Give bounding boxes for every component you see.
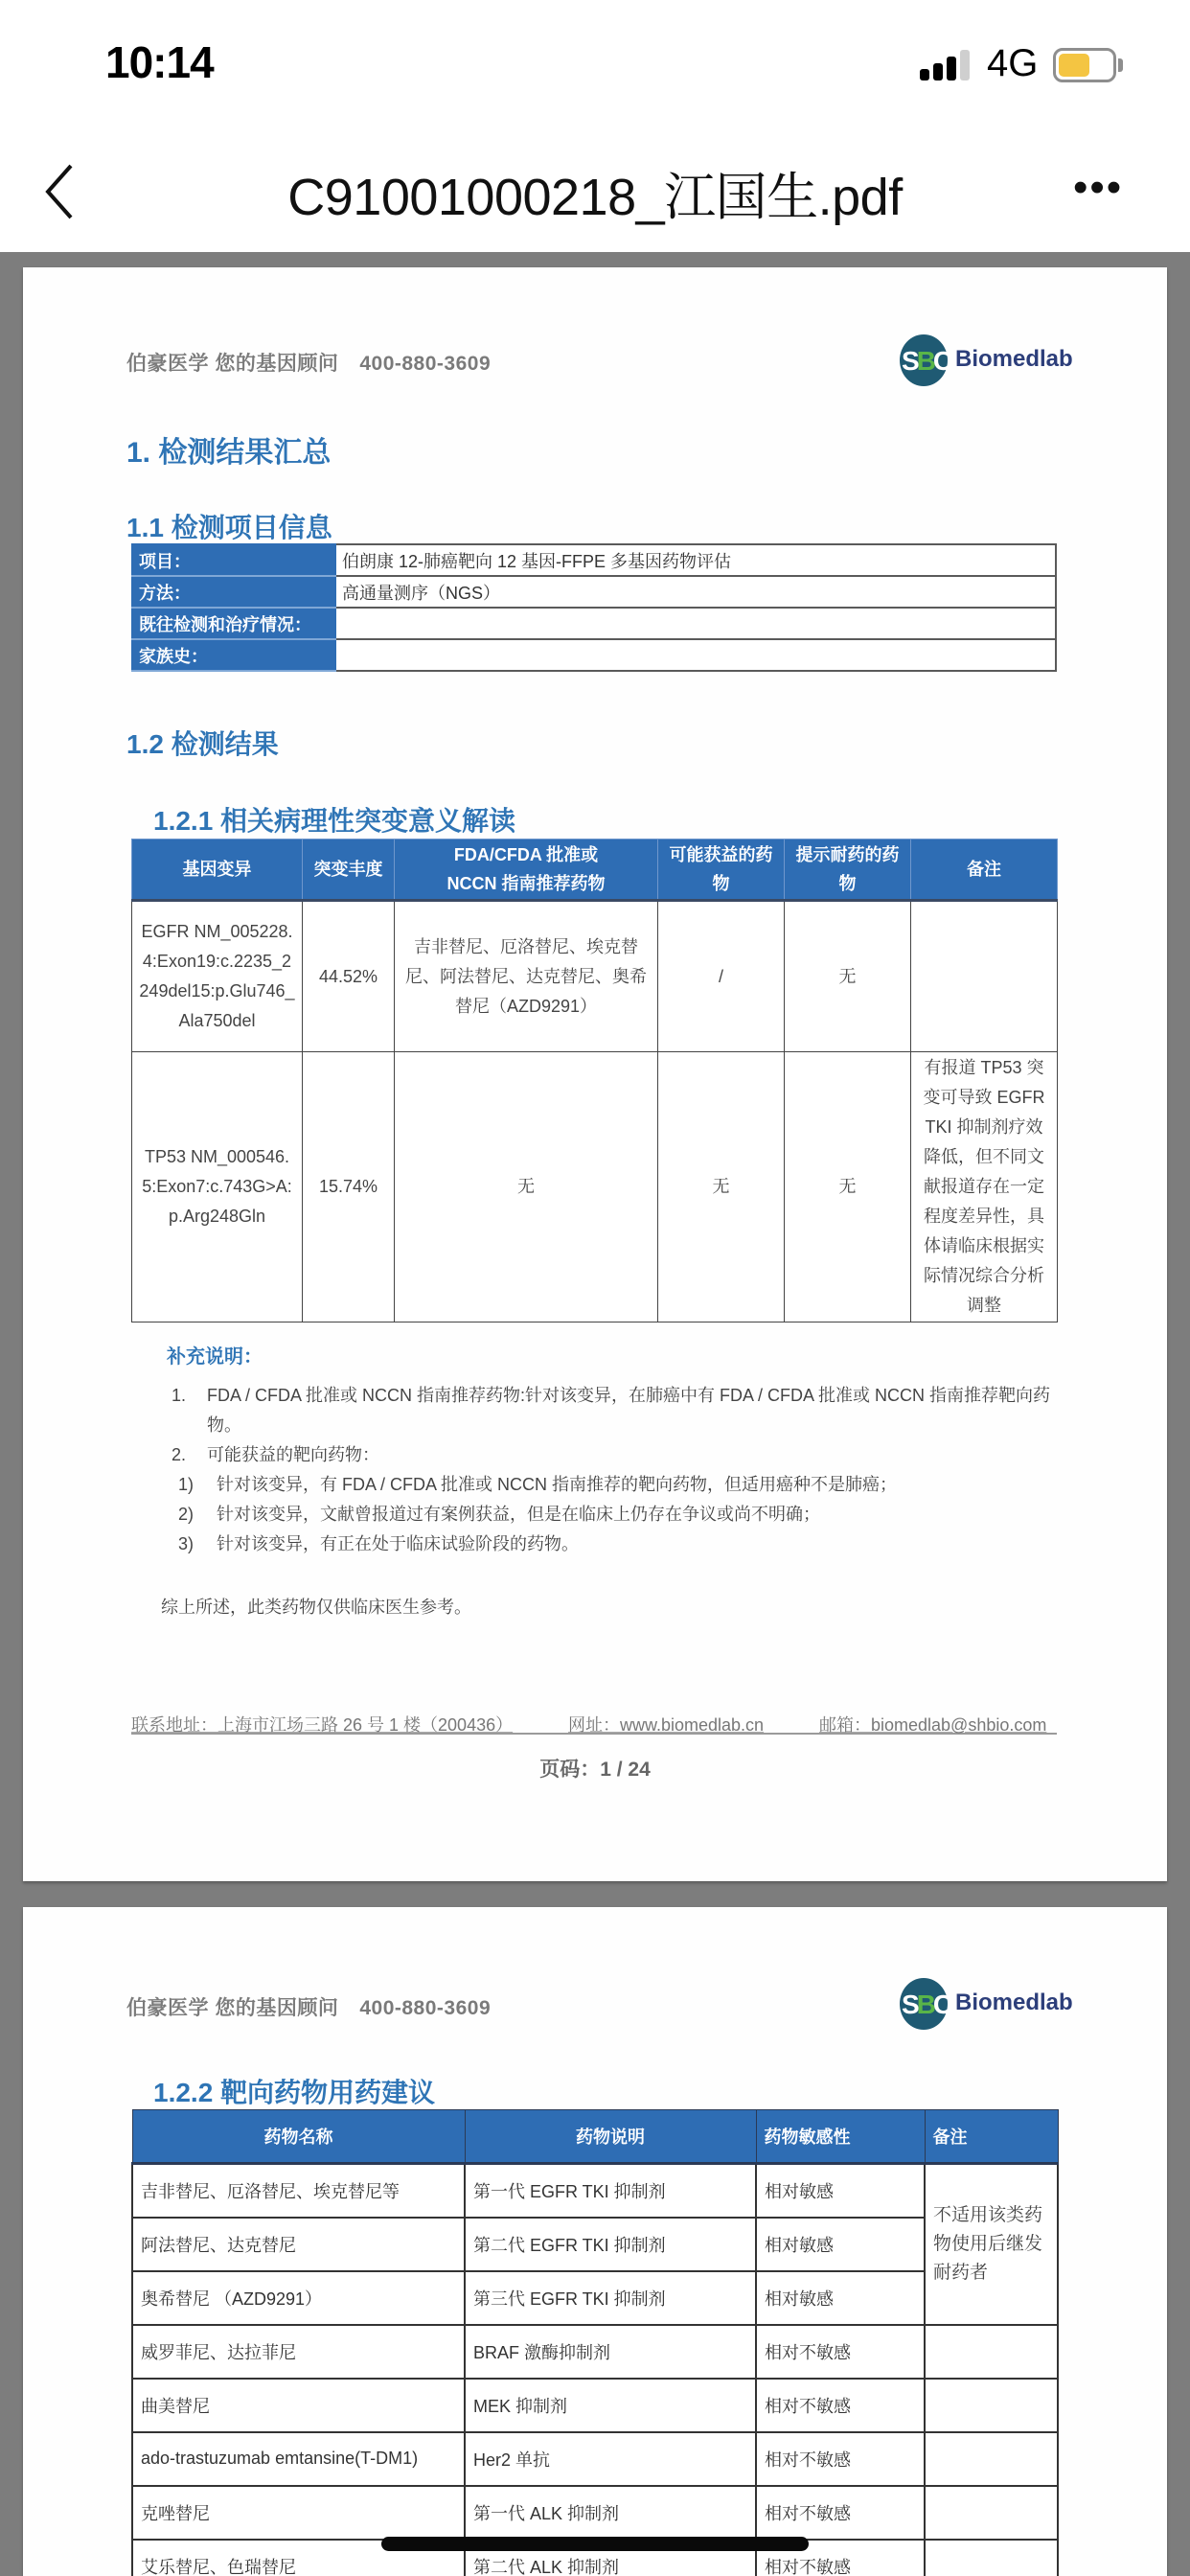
table-row xyxy=(132,2164,1058,2218)
column-header: 药物名称 xyxy=(132,2110,465,2164)
table-row xyxy=(132,901,1058,1052)
note-subnumber: 1) xyxy=(178,1475,195,1494)
info-label: 项目： xyxy=(132,544,335,576)
drug-description: 第二代 EGFR TKI 抑制剂 xyxy=(465,2218,756,2271)
drug-description: Her2 单抗 xyxy=(465,2432,756,2486)
navigation-bar xyxy=(0,129,1190,252)
note-text: 针对该变异，有 FDA / CFDA 批准或 NCCN 指南推荐的靶向药物，但适用癌种不是肺癌； xyxy=(217,1475,898,1494)
battery-level xyxy=(1059,54,1089,77)
notes-summary: 综上所述，此类药物仅供临床医生参考。 xyxy=(161,1598,471,1617)
column-header: 可能获益的药物 xyxy=(658,840,785,901)
page-header xyxy=(126,1992,491,2021)
table-row xyxy=(132,2379,1058,2432)
drug-sensitivity: 相对不敏感 xyxy=(756,2325,925,2379)
info-label: 方法： xyxy=(132,576,335,608)
drug-name: 吉非替尼、厄洛替尼、埃克替尼等 xyxy=(132,2164,465,2218)
info-value: 高通量测序（NGS） xyxy=(335,576,1056,608)
abundance: 15.74% xyxy=(303,1052,395,1322)
table-row xyxy=(132,1052,1058,1322)
logo-text: Biomedlab xyxy=(955,346,1073,372)
info-value xyxy=(335,639,1056,671)
column-header: 基因变异 xyxy=(132,840,303,901)
table-row xyxy=(132,2325,1058,2379)
battery-tip xyxy=(1118,58,1123,72)
table-row xyxy=(132,608,1056,639)
drug-remark: 不适用该类药物使用后继发耐药者 xyxy=(925,2164,1058,2325)
note-subnumber: 2) xyxy=(178,1505,195,1524)
section-heading-1: 1. 检测结果汇总 xyxy=(126,437,332,469)
drug-name: 克唑替尼 xyxy=(132,2486,465,2540)
drug-name: 威罗菲尼、达拉菲尼 xyxy=(132,2325,465,2379)
note-text-continued: 物。 xyxy=(207,1415,241,1435)
footer-email[interactable]: 邮箱：biomedlab@shbio.com xyxy=(819,1715,1047,1735)
table-row xyxy=(132,2432,1058,2486)
approved-drugs: 吉非替尼、厄洛替尼、埃克替尼、阿法替尼、达克替尼、奥希替尼（AZD9291） xyxy=(395,901,658,1052)
drug-description: 第二代 ALK 抑制剂 xyxy=(465,2540,756,2576)
gene-variant: TP53 NM_000546.5:Exon7:c.743G>A:p.Arg248Gln xyxy=(132,1052,303,1322)
drug-sensitivity: 相对不敏感 xyxy=(756,2432,925,2486)
section-heading-1-2-2: 1.2.2 靶向药物用药建议 xyxy=(153,2078,436,2107)
notes-title: 补充说明： xyxy=(167,1346,263,1368)
page-footer xyxy=(131,1715,1057,1735)
table-row xyxy=(132,576,1056,608)
drug-sensitivity: 相对敏感 xyxy=(756,2218,925,2271)
logo-mark: SBC xyxy=(902,1990,950,2019)
drug-remark xyxy=(925,2379,1058,2432)
drug-name: 奥希替尼 （AZD9291） xyxy=(132,2271,465,2325)
section-heading-1-1: 1.1 检测项目信息 xyxy=(126,513,332,542)
note-subnumber: 3) xyxy=(178,1534,195,1553)
pdf-page-1 xyxy=(23,267,1167,1881)
drug-name: 阿法替尼、达克替尼 xyxy=(132,2218,465,2271)
drug-sensitivity: 相对不敏感 xyxy=(756,2486,925,2540)
possible-benefit-drugs: 无 xyxy=(658,1052,785,1322)
remark xyxy=(911,901,1058,1052)
page-header xyxy=(126,348,491,377)
header-phone: 400-880-3609 xyxy=(359,353,492,375)
logo-mark: SBC xyxy=(902,346,950,376)
status-bar xyxy=(0,0,1190,129)
column-header: 备注 xyxy=(911,840,1058,901)
ellipsis-icon: ••• xyxy=(1073,164,1124,211)
note-text: 可能获益的靶向药物： xyxy=(207,1445,379,1464)
column-header: 提示耐药的药物 xyxy=(785,840,911,901)
document-title: C91001000218_江国生.pdf xyxy=(287,169,903,226)
approved-drugs: 无 xyxy=(395,1052,658,1322)
more-options-button[interactable] xyxy=(1073,164,1140,211)
drug-recommendation-table xyxy=(131,2109,1059,2576)
column-header: 药物敏感性 xyxy=(756,2110,925,2164)
drug-description: 第一代 EGFR TKI 抑制剂 xyxy=(465,2164,756,2218)
note-text: 针对该变异，文献曾报道过有案例获益，但是在临床上仍存在争议或尚不明确； xyxy=(217,1505,820,1524)
project-info-table xyxy=(131,543,1057,672)
drug-description: 第三代 EGFR TKI 抑制剂 xyxy=(465,2271,756,2325)
drug-description: BRAF 激酶抑制剂 xyxy=(465,2325,756,2379)
column-header: FDA/CFDA 批准或 NCCN 指南推荐药物 xyxy=(395,840,658,901)
mutation-table xyxy=(131,839,1058,1322)
drug-name: 曲美替尼 xyxy=(132,2379,465,2432)
header-phone: 400-880-3609 xyxy=(359,1997,492,2019)
info-value xyxy=(335,608,1056,639)
status-time: 10:14 xyxy=(105,37,214,87)
header-company: 伯豪医学 您的基因顾问 xyxy=(126,1997,339,2019)
drug-description: 第一代 ALK 抑制剂 xyxy=(465,2486,756,2540)
drug-name: 艾乐替尼、色瑞替尼 xyxy=(132,2540,465,2576)
info-label: 既往检测和治疗情况： xyxy=(132,608,335,639)
page-number: 页码：1 / 24 xyxy=(539,1759,651,1781)
drug-remark xyxy=(925,2432,1058,2486)
drug-sensitivity: 相对敏感 xyxy=(756,2164,925,2218)
table-header-row xyxy=(132,2110,1058,2164)
pdf-viewer[interactable] xyxy=(0,252,1190,2576)
note-text: FDA / CFDA 批准或 NCCN 指南推荐药物:针对该变异，在肺癌中有 FDA / CFDA 批准或 NCCN 指南推荐靶向药 xyxy=(207,1386,1051,1405)
table-row xyxy=(132,2486,1058,2540)
header-company: 伯豪医学 您的基因顾问 xyxy=(126,353,339,375)
resistance-drugs: 无 xyxy=(785,901,911,1052)
table-row xyxy=(132,2218,1058,2271)
drug-name: ado-trastuzumab emtansine(T-DM1) xyxy=(132,2432,465,2486)
drug-remark xyxy=(925,2325,1058,2379)
abundance: 44.52% xyxy=(303,901,395,1052)
cellular-signal-icon xyxy=(920,50,973,80)
table-header-row xyxy=(132,840,1058,901)
pdf-page-2 xyxy=(23,1907,1167,2576)
table-row xyxy=(132,544,1056,576)
resistance-drugs: 无 xyxy=(785,1052,911,1322)
gene-variant: EGFR NM_005228.4:Exon19:c.2235_2249del15:p.Glu746_Ala750del xyxy=(132,901,303,1052)
drug-remark xyxy=(925,2486,1058,2540)
section-heading-1-2: 1.2 检测结果 xyxy=(126,729,279,759)
footer-website[interactable]: 网址：www.biomedlab.cn xyxy=(568,1715,765,1735)
drug-remark xyxy=(925,2540,1058,2576)
biomedlab-logo xyxy=(900,334,1091,386)
table-row xyxy=(132,639,1056,671)
drug-description: MEK 抑制剂 xyxy=(465,2379,756,2432)
drug-sensitivity: 相对敏感 xyxy=(756,2271,925,2325)
section-heading-1-2-1: 1.2.1 相关病理性突变意义解读 xyxy=(153,806,516,836)
battery-icon xyxy=(1053,48,1116,82)
network-type: 4G xyxy=(987,42,1039,84)
footer-address: 联系地址：上海市江场三路 26 号 1 楼（200436） xyxy=(131,1715,514,1735)
note-number: 1. xyxy=(172,1386,187,1405)
info-value: 伯朗康 12-肺癌靶向 12 基因-FFPE 多基因药物评估 xyxy=(335,544,1056,576)
column-header: 突变丰度 xyxy=(303,840,395,901)
remark: 有报道 TP53 突变可导致 EGFR TKI 抑制剂疗效降低，但不同文献报道存在一定程度差异性，具体请临床根据实际情况综合分析调整 xyxy=(911,1052,1058,1322)
note-text: 针对该变异，有正在处于临床试验阶段的药物。 xyxy=(217,1534,579,1553)
drug-sensitivity: 相对不敏感 xyxy=(756,2540,925,2576)
biomedlab-logo xyxy=(900,1978,1091,2030)
info-label: 家族史： xyxy=(132,639,335,671)
drug-sensitivity: 相对不敏感 xyxy=(756,2379,925,2432)
table-row xyxy=(132,2271,1058,2325)
possible-benefit-drugs: / xyxy=(658,901,785,1052)
note-number: 2. xyxy=(172,1445,187,1464)
logo-text: Biomedlab xyxy=(955,1990,1073,2015)
column-header: 备注 xyxy=(925,2110,1058,2164)
home-indicator[interactable] xyxy=(381,2537,809,2551)
column-header: 药物说明 xyxy=(465,2110,756,2164)
